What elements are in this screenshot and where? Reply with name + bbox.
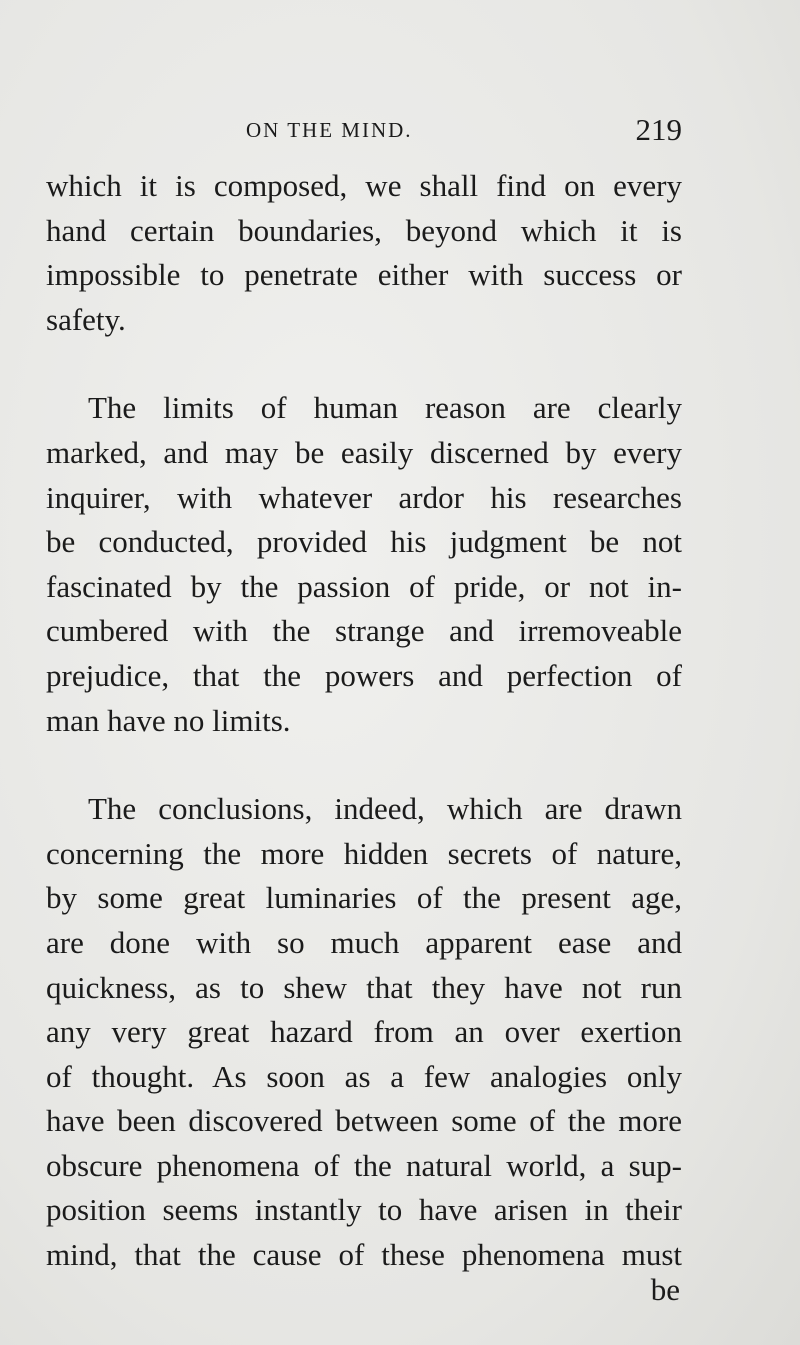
text-line: inquirer, with whatever ardor his researches <box>46 479 682 515</box>
paragraph <box>46 787 682 1278</box>
text-line: concerning the more hidden secrets of nature, <box>46 835 682 871</box>
text-line: hand certain boundaries, beyond which it is <box>46 212 682 248</box>
text-line: prejudice, that the powers and perfection of <box>46 657 682 693</box>
text-line: be conducted, provided his judgment be not <box>46 524 682 560</box>
body-text <box>46 164 682 1278</box>
text-line: marked, and may be easily discerned by every <box>46 434 682 470</box>
catchword: be <box>650 1272 680 1307</box>
text-line: impossible to penetrate either with success or <box>46 257 682 293</box>
text-line: of thought. As soon as a few analogies only <box>46 1058 682 1094</box>
running-head: ON THE MIND. <box>246 118 413 142</box>
text-line: have been discovered between some of the more <box>46 1103 682 1139</box>
paragraph <box>46 164 682 342</box>
text-line: which it is composed, we shall find on every <box>46 168 682 203</box>
text-line: man have no limits. <box>46 702 291 738</box>
text-line: cumbered with the strange and irremoveable <box>46 613 682 649</box>
text-line: by some great luminaries of the present age, <box>46 880 682 916</box>
text-line: any very great hazard from an over exertion <box>46 1014 682 1050</box>
text-line: quickness, as to shew that they have not run <box>46 969 682 1005</box>
text-line: obscure phenomena of the natural world, a sup- <box>46 1147 682 1183</box>
page-number: 219 <box>635 112 682 147</box>
page-header <box>46 112 682 152</box>
text-line: The conclusions, indeed, which are drawn <box>88 791 682 827</box>
text-line: mind, that the cause of these phenomena must <box>46 1237 682 1273</box>
text-line: fascinated by the passion of pride, or not in- <box>46 568 682 604</box>
text-line: The limits of human reason are clearly <box>88 390 682 426</box>
text-line: position seems instantly to have arisen in their <box>46 1192 682 1228</box>
text-line: safety. <box>46 301 126 337</box>
paragraph <box>46 386 682 743</box>
text-line: are done with so much apparent ease and <box>46 924 682 960</box>
